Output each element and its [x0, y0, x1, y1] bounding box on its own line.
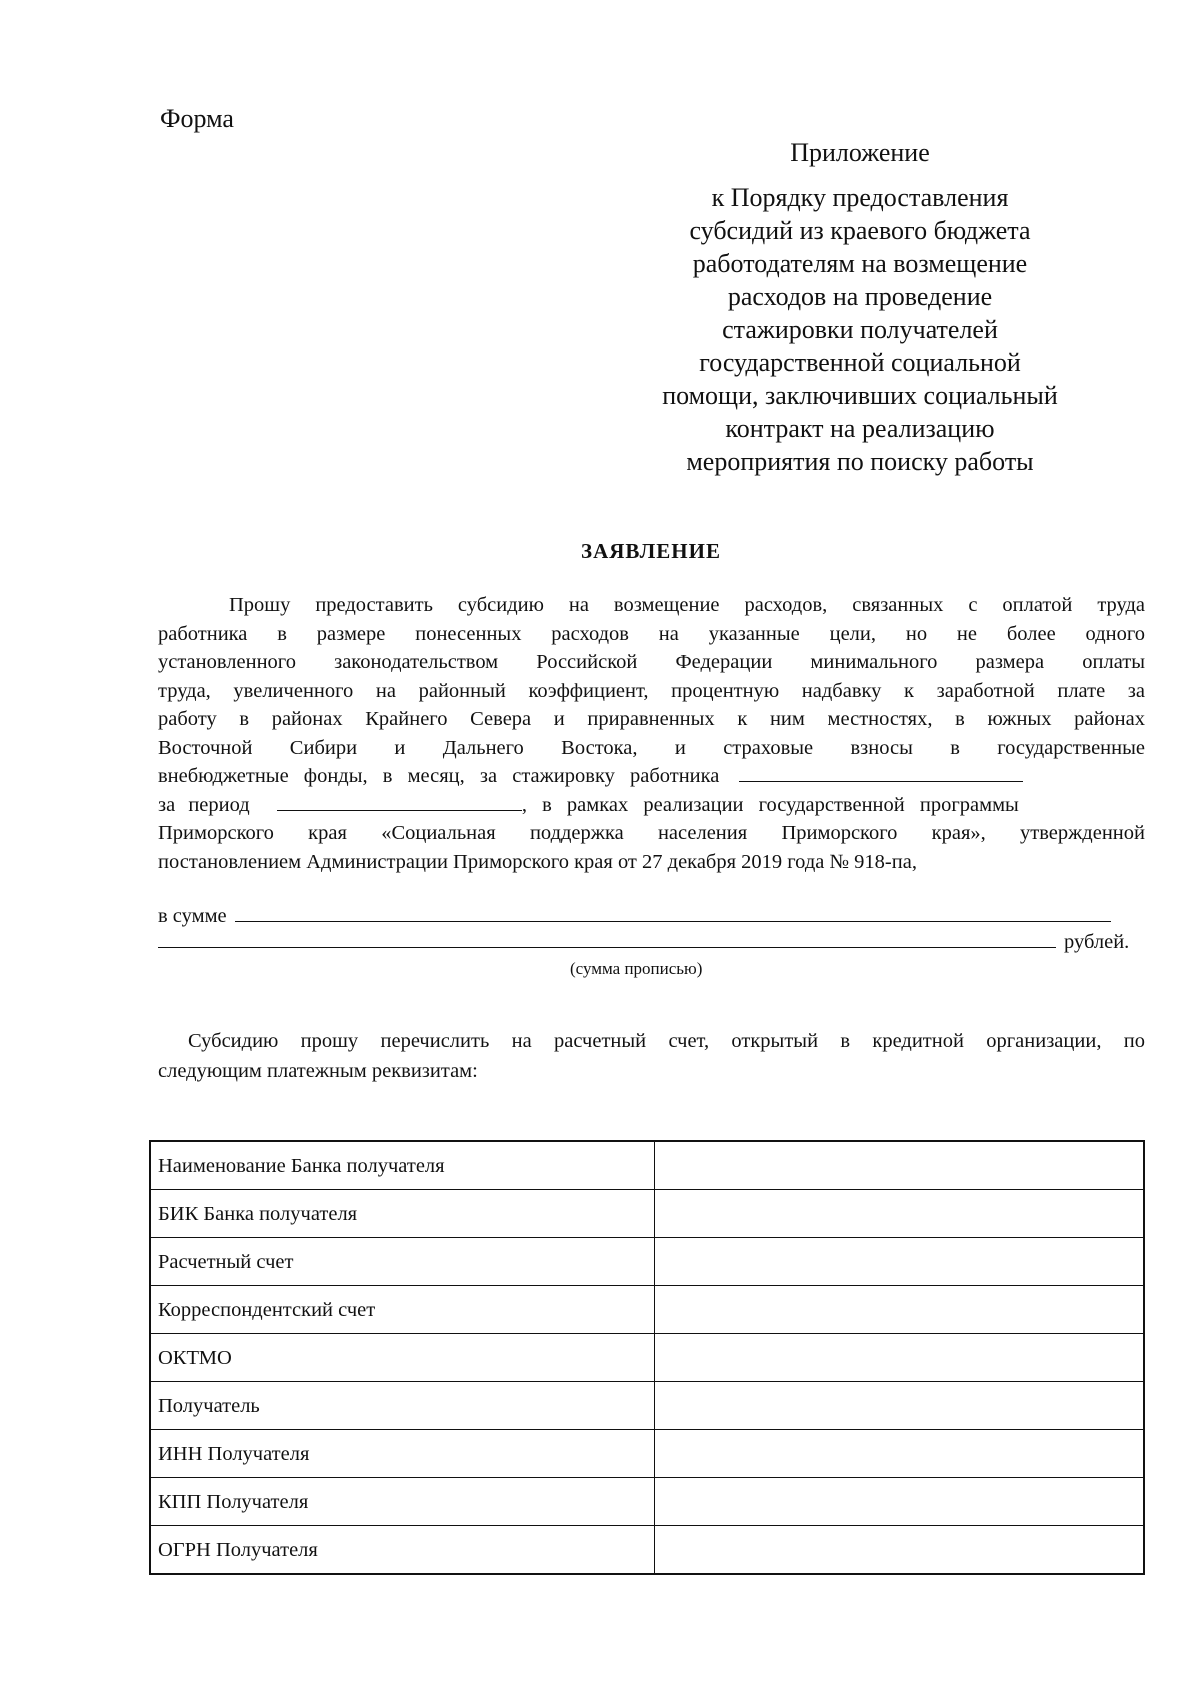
appendix-line: работодателям на возмещение: [692, 249, 1028, 278]
requisite-value-cell[interactable]: [655, 1334, 1144, 1382]
requisite-label: Наименование Банка получателя: [150, 1141, 655, 1190]
appendix-title: Приложение: [790, 138, 930, 167]
requisite-value-cell[interactable]: [655, 1526, 1144, 1575]
requisite-label: КПП Получателя: [150, 1478, 655, 1526]
requisite-label: Корреспондентский счет: [150, 1286, 655, 1334]
body-line: работу в районах Крайнего Севера и приравненных к ним местностях, в южных районах: [158, 708, 1145, 730]
requisites-table: [149, 1140, 1145, 1575]
sum-caption: (сумма прописью): [570, 959, 703, 978]
requisite-value-cell[interactable]: [655, 1382, 1144, 1430]
table-row: [150, 1478, 1144, 1526]
table-row: [150, 1286, 1144, 1334]
sum-field[interactable]: [235, 903, 1111, 922]
appendix-line: контракт на реализацию: [725, 414, 995, 443]
appendix-line: расходов на проведение: [727, 282, 993, 311]
appendix-line: государственной социальной: [699, 348, 1021, 377]
sum-currency: рублей.: [1064, 931, 1130, 953]
body-line: постановлением Администрации Приморского края от 27 декабря 2019 года № 918-па,: [158, 850, 917, 873]
requisite-value-cell[interactable]: [655, 1430, 1144, 1478]
employee-name-field[interactable]: [739, 763, 1023, 782]
requisite-value-cell[interactable]: [655, 1141, 1144, 1190]
sum-label: в сумме: [158, 905, 227, 927]
table-row: [150, 1141, 1144, 1190]
requisite-value-cell[interactable]: [655, 1190, 1144, 1238]
requisite-label: БИК Банка получателя: [150, 1190, 655, 1238]
form-label: Форма: [160, 104, 234, 133]
body-line: Прошу предоставить субсидию на возмещение расходов, связанных с оплатой труда: [229, 594, 1145, 616]
transfer-line: следующим платежным реквизитам:: [158, 1060, 478, 1082]
appendix-line: к Порядку предоставления: [711, 183, 1009, 212]
sum-line-continuation: [158, 928, 1145, 956]
period-field[interactable]: [277, 792, 522, 811]
sum-line: [158, 902, 1145, 930]
table-row: [150, 1190, 1144, 1238]
sum-words-field[interactable]: [158, 929, 1056, 948]
appendix-block: [640, 136, 1080, 478]
body-line: Восточной Сибири и Дальнего Востока, и страховые взносы в государственные: [158, 736, 1145, 759]
appendix-line: мероприятия по поиску работы: [686, 447, 1034, 476]
body-line: Приморского края «Социальная поддержка населения Приморского края», утвержденной: [158, 822, 1145, 844]
table-row: [150, 1334, 1144, 1382]
transfer-line: Субсидию прошу перечислить на расчетный счет, открытый в кредитной организации, по: [188, 1030, 1145, 1052]
requisite-label: ОГРН Получателя: [150, 1526, 655, 1575]
table-row: [150, 1526, 1144, 1575]
table-row: [150, 1382, 1144, 1430]
body-line: работника в размере понесенных расходов на указанные цели, но не более одного: [158, 622, 1145, 645]
requisite-label: ОКТМО: [150, 1334, 655, 1382]
requisite-label: Получатель: [150, 1382, 655, 1430]
requisite-label: ИНН Получателя: [150, 1430, 655, 1478]
body-line-employee: [158, 762, 1145, 791]
appendix-line: стажировки получателей: [722, 315, 998, 344]
requisite-value-cell[interactable]: [655, 1286, 1144, 1334]
period-label: за период: [158, 793, 250, 816]
body-line: установленного законодательством Российской Федерации минимального размера оплаты: [158, 651, 1145, 673]
body-line: труда, увеличенного на районный коэффициент, процентную надбавку к заработной плате за: [158, 679, 1145, 702]
requisite-label: Расчетный счет: [150, 1238, 655, 1286]
employee-label: внебюджетные фонды, в месяц, за стажировку работника: [158, 765, 720, 787]
requisite-value-cell[interactable]: [655, 1238, 1144, 1286]
document-title: ЗАЯВЛЕНИЕ: [581, 539, 721, 563]
appendix-line: субсидий из краевого бюджета: [689, 216, 1031, 245]
application-body: [158, 591, 1145, 876]
transfer-request: [158, 1026, 1145, 1086]
table-row: [150, 1430, 1144, 1478]
requisite-value-cell[interactable]: [655, 1478, 1144, 1526]
body-line-period: [158, 791, 1145, 820]
table-row: [150, 1238, 1144, 1286]
appendix-line: помощи, заключивших социальный: [662, 381, 1058, 410]
period-continuation: , в рамках реализации государственной программы: [521, 793, 1019, 816]
